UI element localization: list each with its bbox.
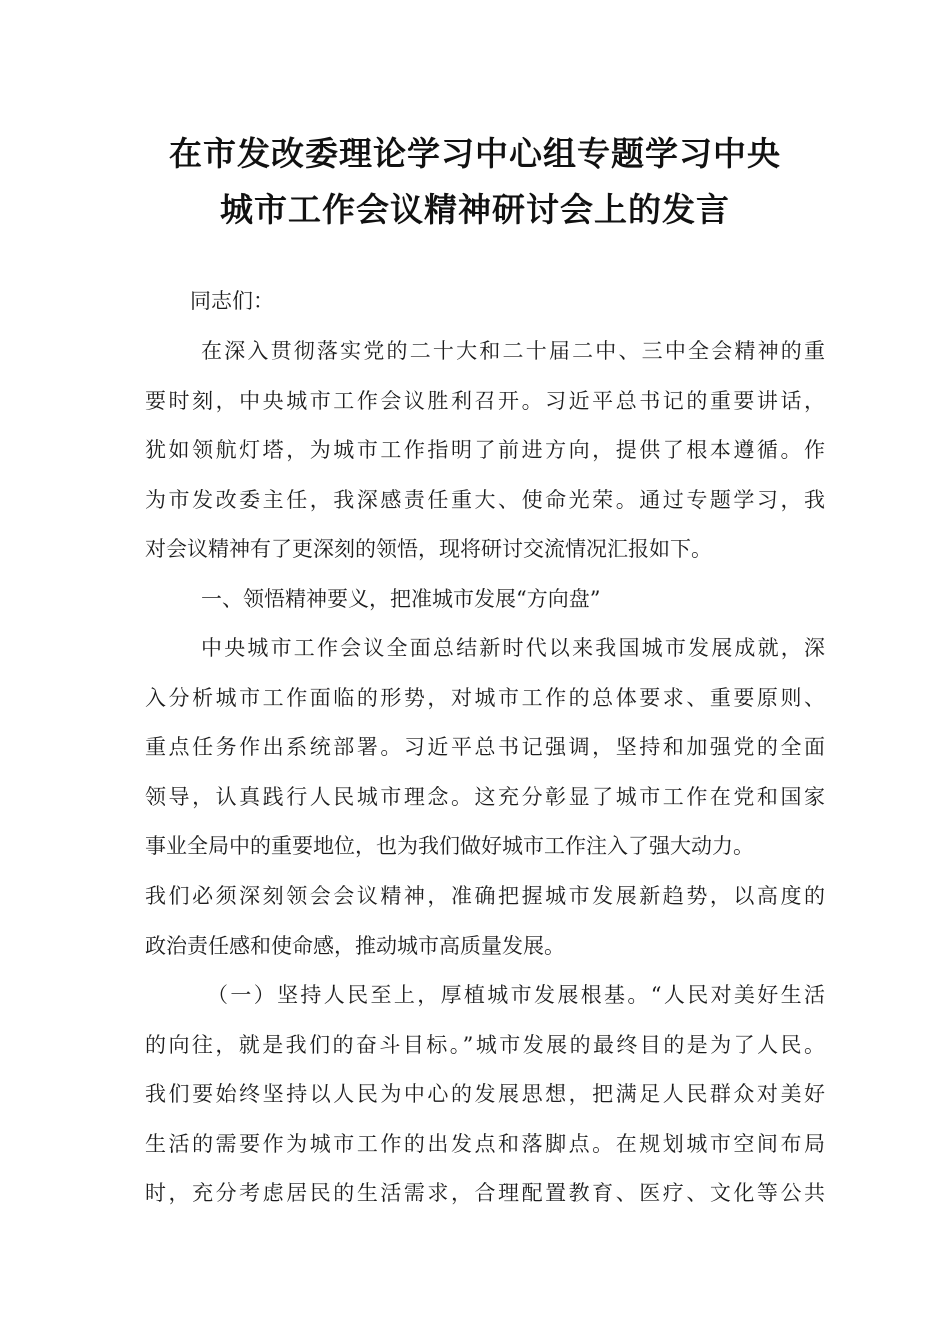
text-line: 时，充分考虑居民的生活需求，合理配置教育、医疗、文化等公共 [145, 1181, 825, 1206]
text-line: 对会议精神有了更深刻的领悟，现将研讨交流情况汇报如下。 [145, 537, 712, 562]
text-line: 重点任务作出系统部署。习近平总书记强调，坚持和加强党的全面 [145, 735, 825, 760]
text-line: 我们必须深刻领会会议精神，准确把握城市发展新趋势，以高度的 [145, 883, 825, 908]
document-title-line-2: 城市工作会议精神研讨会上的发言 [220, 190, 730, 229]
text-line: 犹如领航灯塔，为城市工作指明了前进方向，提供了根本遵循。作 [145, 438, 825, 463]
paragraph-intro [145, 327, 825, 575]
text-line: 事业全局中的重要地位，也为我们做好城市工作注入了强大动力。 [145, 834, 754, 859]
text-line: 生活的需要作为城市工作的出发点和落脚点。在规划城市空间布局 [145, 1131, 825, 1156]
text-line: （一）坚持人民至上，厚植城市发展根基。“人民对美好生活 [207, 983, 825, 1007]
paragraph-subsection-1 [145, 971, 825, 1219]
text-line: 为市发改委主任，我深感责任重大、使命光荣。通过专题学习，我 [145, 487, 825, 512]
text-line: 政治责任感和使命感，推动城市高质量发展。 [145, 933, 565, 958]
text-line: 入分析城市工作面临的形势，对城市工作的总体要求、重要原则、 [145, 685, 825, 710]
text-line: 中央城市工作会议全面总结新时代以来我国城市发展成就，深 [201, 636, 825, 660]
text-line: 在深入贯彻落实党的二十大和二十届二中、三中全会精神的重 [201, 339, 825, 363]
document-title-line-1: 在市发改委理论学习中心组专题学习中央 [169, 134, 781, 173]
text-line: 要时刻，中央城市工作会议胜利召开。习近平总书记的重要讲话， [145, 388, 825, 413]
salutation: 同志们： [190, 289, 274, 313]
text-line: 的向往，就是我们的奋斗目标。”城市发展的最终目的是为了人民。 [145, 1032, 825, 1057]
text-line: 领导，认真践行人民城市理念。这充分彰显了城市工作在党和国家 [145, 784, 825, 809]
text-line: 我们要始终坚持以人民为中心的发展思想，把满足人民群众对美好 [145, 1082, 825, 1107]
paragraph-section-1 [145, 624, 825, 971]
section-heading-1: 一、领悟精神要义，把准城市发展“方向盘” [201, 587, 601, 611]
